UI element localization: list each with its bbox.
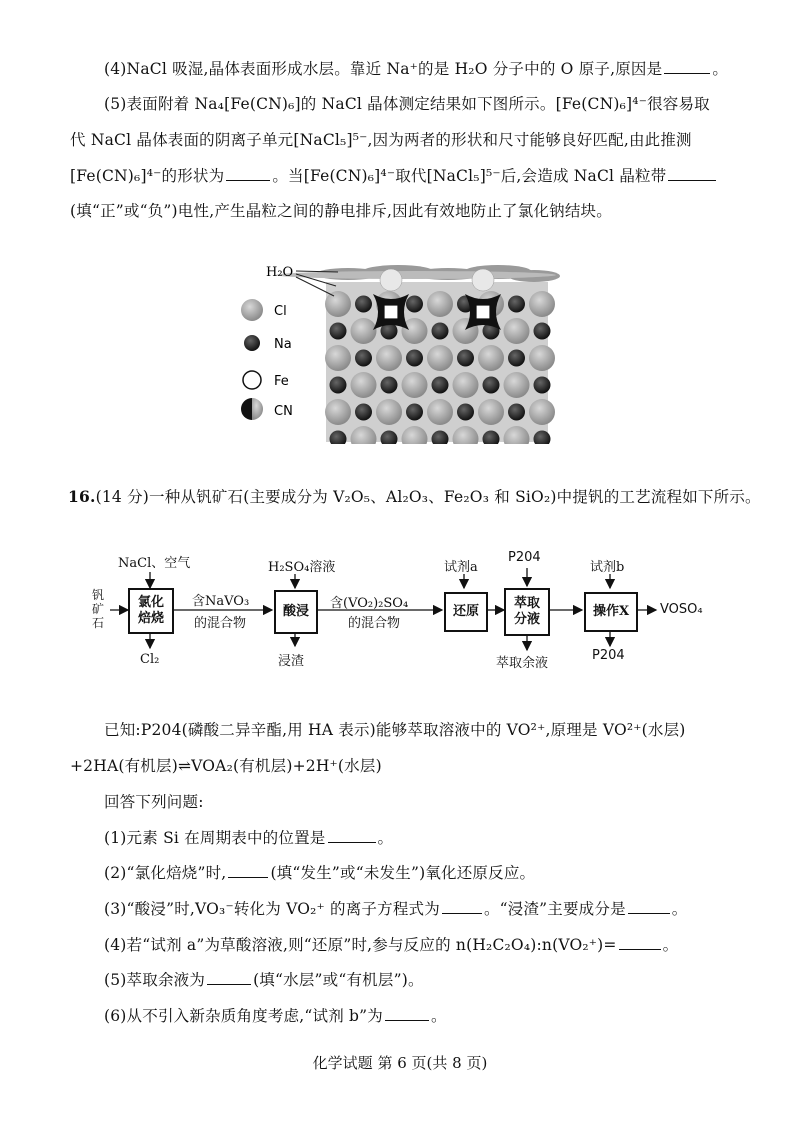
legend-label-cn: CN (274, 404, 293, 419)
cl-ball (453, 372, 479, 398)
cl-ball (478, 345, 504, 371)
answer-blank[interactable] (668, 179, 716, 181)
cl-ball (351, 318, 377, 344)
q15-part4-end: 。 (712, 60, 729, 78)
q16-sub4 (104, 933, 678, 955)
q16-intro (68, 485, 761, 507)
q16-sub3-end: 。 (671, 900, 688, 918)
step-extraction-label: 萃取分液 (513, 596, 540, 627)
flow-p204-out: P204 (592, 648, 625, 663)
cl-ball (529, 291, 555, 317)
page-footer: 化学试题 第 6 页(共 8 页) (312, 1054, 488, 1072)
step-operation-x-label: 操作X (592, 604, 630, 619)
na-ball (534, 377, 551, 394)
na-ball (330, 323, 347, 340)
flow-h2so4: H₂SO₄溶液 (268, 560, 336, 575)
q16-sub6-text: (6)从不引入新杂质角度考虑,“试剂 b”为 (104, 1007, 383, 1025)
q15-part5-line3 (70, 164, 718, 186)
cl-ball (325, 345, 351, 371)
step-extraction (504, 588, 550, 636)
cn-ball-icon (241, 398, 252, 420)
cl-ball (325, 291, 351, 317)
ferrocyanide-unit-2 (465, 294, 501, 330)
q15-part5-line3b: 。当[Fe(CN)₆]⁴⁻取代[NaCl₅]⁵⁻后,会造成 NaCl 晶粒带 (272, 167, 667, 185)
flow-mix2-a: 含(VO₂)₂SO₄ (330, 596, 409, 611)
answer-blank[interactable] (385, 1019, 429, 1021)
legend-label-na: Na (274, 337, 292, 352)
cl-ball (504, 372, 530, 398)
answer-blank[interactable] (442, 912, 482, 914)
step-reduction (444, 592, 488, 632)
legend-label-cl: Cl (274, 304, 287, 319)
na-ball (406, 404, 423, 421)
step-chlorination-roast-label: 氯化焙烧 (137, 595, 164, 626)
na-ball (406, 350, 423, 367)
fe-ball-icon (243, 371, 261, 389)
flow-cl2: Cl₂ (140, 652, 160, 667)
flow-mix1-a: 含NaVO₃ (192, 594, 250, 609)
step-reduction-label: 还原 (452, 604, 479, 619)
q16-sub3-mid: 。“浸渣”主要成分是 (483, 900, 626, 918)
na-ball (534, 323, 551, 340)
flow-start-label: 钒矿石 (92, 588, 105, 630)
cl-ball (325, 399, 351, 425)
crystal-diagram (238, 252, 568, 444)
na-ball (406, 296, 423, 313)
q16-answer-prompt: 回答下列问题: (104, 793, 204, 811)
q16-known-line2: +2HA(有机层)⇌VOA₂(有机层)+2H⁺(水层) (70, 757, 382, 775)
flow-mix1-b: 的混合物 (194, 616, 247, 631)
na-ball (355, 350, 372, 367)
na-ball (432, 323, 449, 340)
q15-part5-line4: (填“正”或“负”)电性,产生晶粒之间的静电排斥,因此有效地防止了氯化钠结块。 (70, 202, 612, 220)
q16-sub4-end: 。 (662, 936, 679, 954)
flow-raffinate: 萃取余液 (496, 656, 549, 671)
q15-part4-text: (4)NaCl 吸湿,晶体表面形成水层。靠近 Na⁺的是 H₂O 分子中的 O 原子,原因是 (104, 60, 663, 78)
na-ball (508, 296, 525, 313)
q16-sub1 (104, 826, 393, 848)
answer-blank[interactable] (328, 841, 376, 843)
h2o-label: H₂O (266, 265, 294, 280)
flow-reagent-b: 试剂b (590, 560, 625, 575)
q16-sub6 (104, 1004, 447, 1026)
cl-ball (427, 291, 453, 317)
q15-part5-line1: (5)表面附着 Na₄[Fe(CN)₆]的 NaCl 晶体测定结果如下图所示。[Fe(CN)₆]⁴⁻很容易取 (104, 95, 710, 113)
q16-sub3-text: (3)“酸浸”时,VO₃⁻转化为 VO₂⁺ 的离子方程式为 (104, 900, 440, 918)
flow-reagent-a: 试剂a (444, 560, 478, 575)
cl-ball-icon (241, 299, 263, 321)
process-flowchart (90, 548, 730, 678)
answer-blank[interactable] (628, 912, 670, 914)
legend (241, 299, 293, 420)
cl-ball (529, 399, 555, 425)
na-ball (483, 377, 500, 394)
flow-residue: 浸渣 (278, 654, 305, 669)
na-ball (355, 404, 372, 421)
cl-ball (351, 372, 377, 398)
answer-blank[interactable] (619, 948, 661, 950)
q16-intro-text: (14 分)一种从钒矿石(主要成分为 V₂O₅、Al₂O₃、Fe₂O₃ 和 SiO₂)中提钒的工艺流程如下所示。 (95, 488, 761, 506)
cl-ball (478, 399, 504, 425)
q16-sub5-end: (填“水层”或“有机层”)。 (253, 971, 424, 989)
cl-ball (376, 345, 402, 371)
cl-ball (529, 345, 555, 371)
q15-part5-line3a: [Fe(CN)₆]⁴⁻的形状为 (70, 167, 225, 185)
flow-mix2-b: 的混合物 (348, 616, 401, 631)
na-ball (381, 377, 398, 394)
flow-p204-in: P204 (508, 550, 541, 565)
nacl-crystal-figure (238, 252, 568, 444)
q16-sub2 (104, 861, 535, 883)
q15-part4 (104, 57, 728, 79)
cl-ball (427, 399, 453, 425)
step-chlorination-roast (128, 588, 174, 634)
q16-sub4-text: (4)若“试剂 a”为草酸溶液,则“还原”时,参与反应的 n(H₂C₂O₄):n(VO₂⁺)= (104, 936, 617, 954)
answer-blank[interactable] (664, 72, 710, 74)
na-ball (330, 377, 347, 394)
na-ball (457, 404, 474, 421)
step-acid-leach (274, 590, 318, 634)
question-number: 16. (68, 487, 96, 506)
na-ball (457, 350, 474, 367)
na-ball (432, 377, 449, 394)
q16-sub2-text: (2)“氯化焙烧”时, (104, 864, 227, 882)
q16-sub6-end: 。 (430, 1007, 447, 1025)
q16-sub1-text: (1)元素 Si 在周期表中的位置是 (104, 829, 326, 847)
q16-sub1-end: 。 (377, 829, 394, 847)
na-ball (508, 404, 525, 421)
q16-sub2-end: (填“发生”或“未发生”)氧化还原反应。 (270, 864, 536, 882)
q15-part5-line2: 代 NaCl 晶体表面的阴离子单元[NaCl₅]⁵⁻,因为两者的形状和尺寸能够良好匹配,由此推测 (70, 131, 692, 149)
flow-nacl-air: NaCl、空气 (118, 556, 191, 571)
cl-ball (504, 318, 530, 344)
answer-blank[interactable] (228, 876, 268, 878)
cl-ball (402, 372, 428, 398)
na-ball-icon (244, 335, 260, 351)
legend-label-fe: Fe (274, 374, 289, 389)
q16-sub5 (104, 968, 424, 990)
na-ball (355, 296, 372, 313)
q16-sub5-text: (5)萃取余液为 (104, 971, 206, 989)
step-acid-leach-label: 酸浸 (282, 604, 309, 619)
q16-known-line1: 已知:P204(磷酸二异辛酯,用 HA 表示)能够萃取溶液中的 VO²⁺,原理是 VO²⁺(水层) (104, 721, 686, 739)
answer-blank[interactable] (226, 179, 270, 181)
answer-blank[interactable] (207, 983, 251, 985)
flow-product: VOSO₄ (660, 602, 703, 617)
cl-ball (427, 345, 453, 371)
q16-sub3 (104, 897, 688, 919)
ferrocyanide-unit-1 (373, 294, 409, 330)
step-operation-x (584, 592, 638, 632)
cl-ball (376, 399, 402, 425)
na-ball (508, 350, 525, 367)
